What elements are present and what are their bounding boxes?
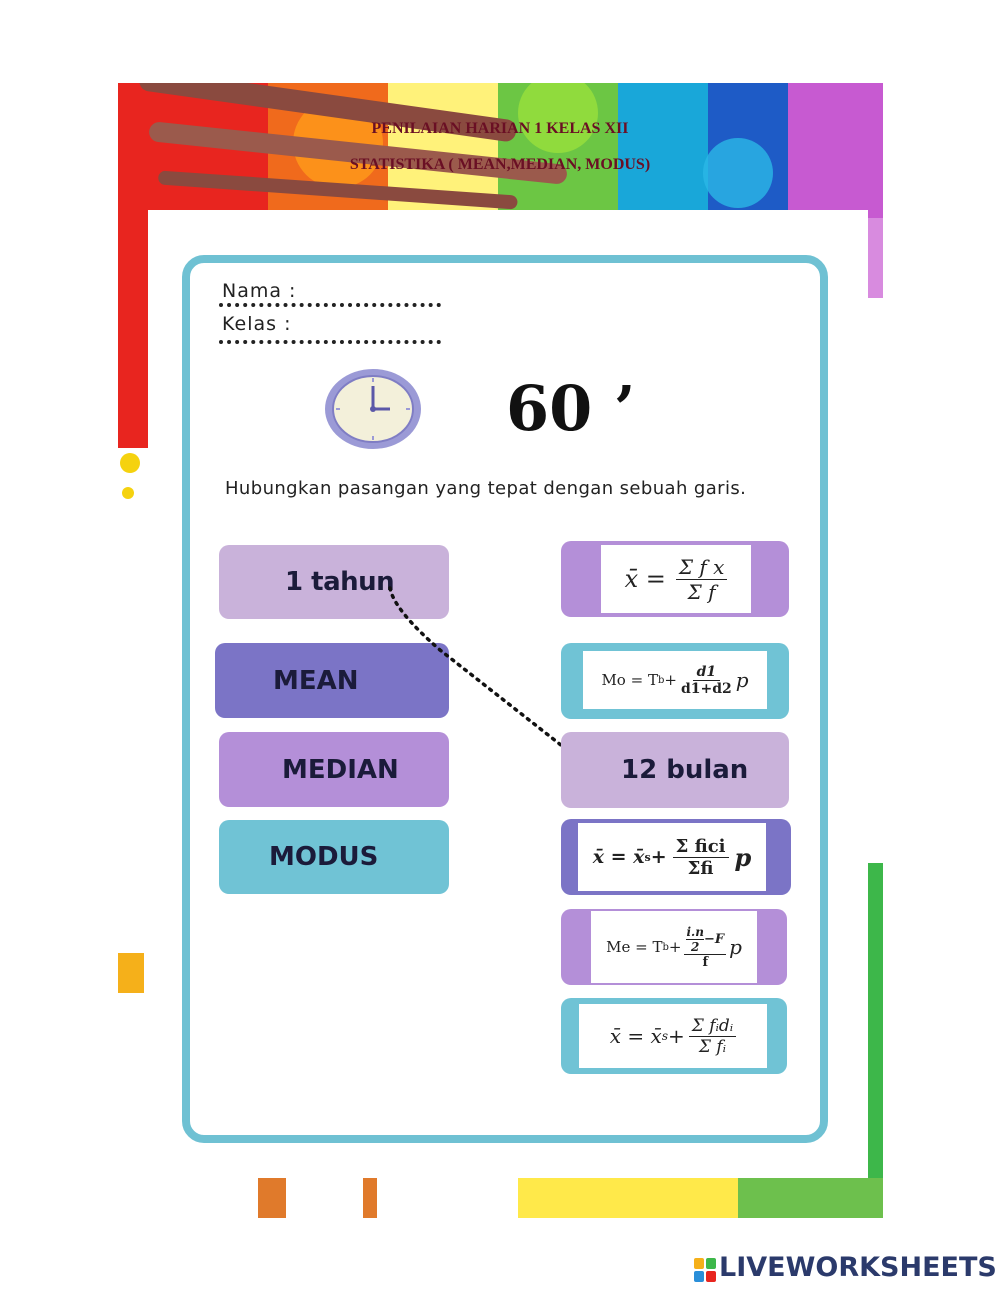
formula-subscript: s: [644, 850, 651, 864]
formula-fraction: [676, 555, 728, 604]
formula-fraction: [673, 836, 729, 879]
formula-card-median[interactable]: [561, 909, 787, 985]
right-card-12-bulan[interactable]: [561, 732, 789, 808]
formula-numerator: Σ fici: [673, 836, 729, 858]
formula-modus: [583, 651, 767, 709]
brand-name[interactable]: LIVEWORKSHEETS: [719, 1252, 997, 1283]
formula-inner-fraction: [686, 925, 703, 954]
formula-lhs: Me = T: [606, 938, 663, 956]
formula-fraction: [684, 925, 726, 970]
card-label: 1 tahun: [285, 567, 395, 597]
liveworksheets-logo-icon: [694, 1258, 716, 1282]
formula-inner-denominator: 2: [691, 939, 700, 954]
formula-numerator: [684, 925, 726, 955]
formula-subscript: s: [661, 1029, 668, 1043]
formula-lhs: Mo = T: [601, 671, 658, 689]
formula-denominator: Σ f: [687, 579, 716, 604]
formula-operator: +: [668, 1024, 685, 1048]
formula-denominator: d1+d2: [680, 680, 732, 697]
formula-fraction: [681, 664, 732, 697]
formula-mean-single: [601, 545, 751, 613]
clock-icon: [324, 368, 422, 450]
formula-denominator: f: [702, 954, 709, 970]
formula-tail: p: [734, 842, 752, 872]
formula-operator: +: [664, 671, 677, 689]
formula-lhs: x̄ =: [624, 565, 666, 593]
card-label: MODUS: [269, 842, 379, 872]
worksheet-title: PENILAIAN HARIAN 1 KELAS XII: [371, 120, 629, 137]
formula-card-mean-assumed[interactable]: [561, 998, 787, 1074]
worksheet-subtitle: STATISTIKA ( MEAN,MEDIAN, MODUS): [349, 156, 651, 173]
card-label: 12 bulan: [621, 755, 749, 785]
formula-numerator: Σ f x: [676, 555, 728, 580]
formula-mean-coded: [578, 823, 766, 891]
card-label: MEDIAN: [282, 754, 399, 785]
formula-card-mean-coded[interactable]: [561, 819, 791, 895]
formula-lhs: x̄ = x̄: [609, 1024, 662, 1048]
formula-subscript: b: [662, 941, 669, 953]
formula-subscript: b: [657, 674, 665, 686]
formula-inner-numerator: i.n: [686, 924, 704, 939]
card-label: MEAN: [273, 665, 359, 696]
formula-tail: p: [735, 668, 749, 692]
formula-lhs: x̄ = x̄: [592, 846, 645, 868]
formula-card-mean-single[interactable]: [561, 541, 789, 617]
formula-denominator: Σ fᵢ: [698, 1036, 727, 1057]
name-label: Nama :: [222, 280, 297, 302]
formula-median: [591, 911, 757, 983]
left-card-modus[interactable]: [219, 820, 449, 894]
class-label: Kelas :: [222, 313, 292, 335]
class-input-line[interactable]: [219, 340, 441, 344]
formula-operator: +: [650, 846, 667, 868]
instruction-text: Hubungkan pasangan yang tepat dengan sebuah garis.: [225, 478, 747, 499]
formula-numerator: Σ fᵢdᵢ: [689, 1016, 736, 1037]
formula-fraction: [689, 1016, 736, 1057]
time-limit: 60 ’: [506, 372, 636, 445]
formula-tail: p: [729, 935, 742, 959]
formula-denominator: Σfi: [687, 857, 714, 879]
formula-card-modus[interactable]: [561, 643, 789, 719]
formula-numerator-tail: −F: [703, 931, 725, 947]
formula-mean-assumed: [579, 1004, 767, 1068]
formula-numerator: d1: [693, 664, 721, 681]
name-input-line[interactable]: [219, 303, 441, 307]
formula-operator: +: [668, 938, 682, 956]
